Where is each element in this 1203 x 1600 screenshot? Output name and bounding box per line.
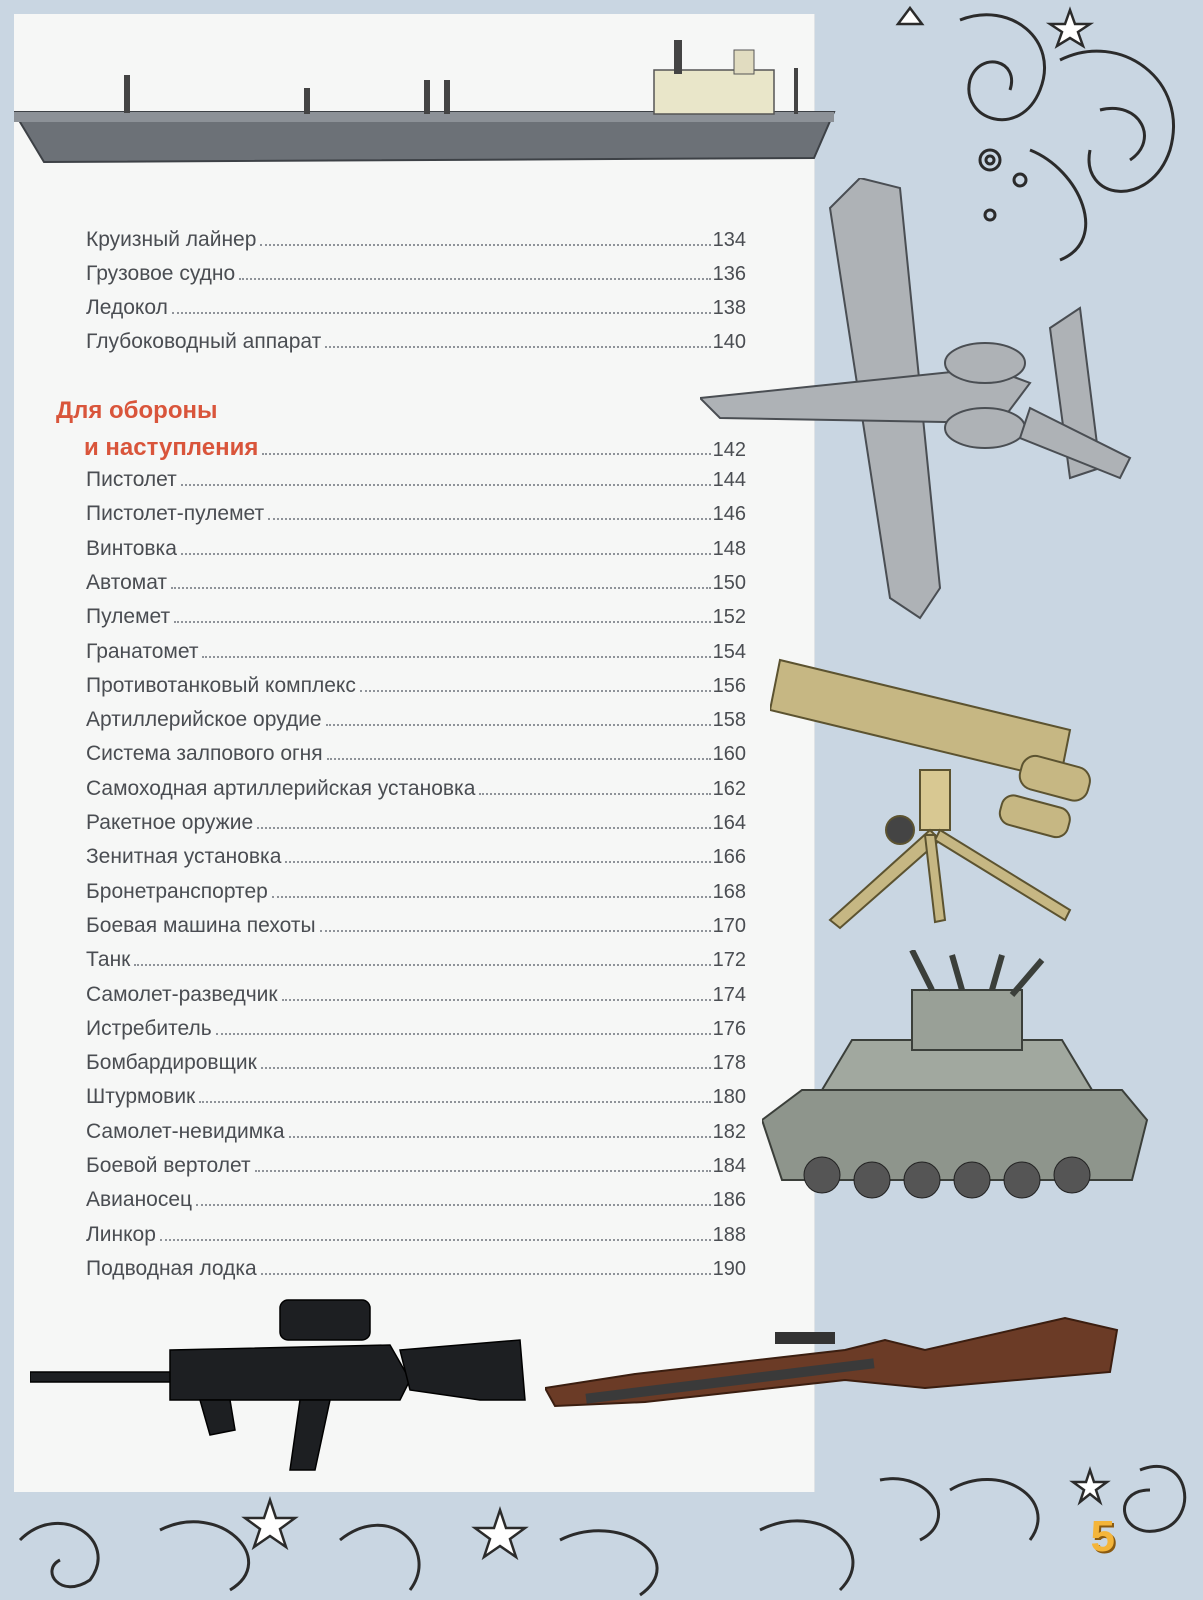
toc-item[interactable] [86, 322, 746, 354]
toc-item-label: Противотанковый комплекс [86, 673, 356, 697]
toc-leader [257, 826, 711, 829]
antiaircraft-tank-illustration [762, 950, 1152, 1220]
toc-item-label: Бомбардировщик [86, 1051, 257, 1075]
toc-item-page: 146 [712, 503, 746, 526]
toc-item-page: 188 [712, 1223, 746, 1246]
rifle-illustration [545, 1310, 1125, 1420]
toc-item[interactable] [86, 597, 746, 629]
toc-item[interactable] [86, 940, 746, 972]
toc-leader [202, 655, 710, 658]
toc-item-page: 134 [712, 229, 746, 251]
toc-item-label: Самоходная артиллерийская установка [86, 776, 476, 800]
toc-item-page: 166 [712, 846, 746, 869]
toc-item-page: 176 [712, 1017, 746, 1040]
toc-item-label: Зенитная установка [86, 845, 282, 869]
toc-item-page: 178 [712, 1052, 746, 1075]
toc-leader [261, 1272, 711, 1275]
toc-item[interactable] [86, 1215, 746, 1247]
toc-item-label: Самолет-разведчик [86, 982, 278, 1006]
toc-leader [285, 860, 710, 863]
toc-item[interactable] [86, 1180, 746, 1212]
toc-item[interactable] [86, 734, 746, 766]
toc-leader [272, 895, 711, 898]
toc-item-label: Автомат [86, 570, 168, 594]
toc-item[interactable] [86, 769, 746, 801]
toc-item[interactable] [86, 975, 746, 1007]
toc-item-label: Глубоководный аппарат [86, 330, 322, 353]
toc-item-label: Винтовка [86, 536, 177, 560]
attack-aircraft-illustration [700, 178, 1140, 628]
toc-item-label: Боевой вертолет [86, 1154, 251, 1177]
toc-leader [282, 998, 711, 1001]
toc-leader [479, 792, 710, 795]
antitank-launcher-illustration [770, 640, 1110, 930]
section-page: 142 [712, 439, 746, 461]
toc-item[interactable] [86, 632, 746, 664]
toc-item[interactable] [86, 666, 746, 698]
toc-leader [181, 552, 711, 555]
toc-item-page: 140 [712, 331, 746, 353]
toc-item[interactable] [86, 288, 746, 320]
toc-item-label: Самолет-невидимка [86, 1119, 285, 1143]
toc-item[interactable] [86, 563, 746, 595]
toc-item-page: 156 [712, 674, 746, 697]
toc-item[interactable] [86, 220, 746, 252]
toc-leader [289, 1135, 711, 1138]
toc-item-page: 162 [712, 777, 746, 800]
toc-item-page: 138 [712, 297, 746, 319]
toc-item[interactable] [86, 1249, 746, 1281]
toc-item-page: 164 [712, 812, 746, 834]
toc-item[interactable] [86, 460, 746, 492]
toc-item[interactable] [86, 529, 746, 561]
toc-item-page: 152 [712, 606, 746, 629]
toc-leader [160, 1238, 711, 1241]
toc-leader [239, 277, 710, 280]
toc-item-page: 174 [712, 983, 746, 1006]
section-title[interactable]: Для обороны [56, 397, 218, 424]
toc-item[interactable] [86, 494, 746, 526]
toc-item-label: Система залпового огня [86, 742, 323, 766]
toc-item-label: Пистолет-пулемет [86, 502, 265, 526]
toc-item-label: Штурмовик [86, 1085, 196, 1109]
toc-leader [327, 757, 711, 760]
toc-item[interactable] [86, 837, 746, 869]
toc-item[interactable] [86, 1009, 746, 1041]
assault-rifle-illustration [30, 1290, 530, 1490]
toc-item-page: 144 [712, 469, 746, 491]
toc-item-label: Авианосец [86, 1188, 193, 1212]
toc-leader [199, 1100, 710, 1103]
section-title-line2: и наступления [84, 434, 259, 461]
toc-leader [320, 929, 711, 932]
toc-item-label: Ракетное оружие [86, 811, 254, 834]
toc-item-page: 186 [712, 1189, 746, 1212]
toc-leader [172, 311, 711, 314]
toc-leader [261, 1066, 711, 1069]
toc-item[interactable] [86, 1112, 746, 1144]
toc-item-page: 154 [712, 640, 746, 663]
toc-item[interactable] [86, 872, 746, 904]
toc-leader [196, 1203, 711, 1206]
toc-item-page: 184 [712, 1155, 746, 1177]
toc-item[interactable] [86, 803, 746, 835]
toc-item-label: Подводная лодка [86, 1256, 257, 1280]
toc-leader [262, 453, 710, 455]
toc-item[interactable] [86, 254, 746, 286]
toc-leader [326, 723, 711, 726]
toc-item-label: Линкор [86, 1222, 156, 1246]
toc-item-label: Боевая машина пехоты [86, 913, 316, 937]
toc-item-label: Танк [86, 948, 131, 972]
section-title-row[interactable] [56, 428, 746, 462]
toc-leader [360, 689, 711, 692]
toc-item-page: 150 [712, 571, 746, 594]
toc-leader [268, 517, 710, 520]
toc-item[interactable] [86, 1146, 746, 1178]
toc-item-page: 158 [712, 709, 746, 732]
toc-item[interactable] [86, 700, 746, 732]
toc-leader [260, 243, 710, 246]
toc-item-label: Круизный лайнер [86, 228, 257, 251]
toc-item-page: 168 [712, 880, 746, 903]
toc-item[interactable] [86, 906, 746, 938]
toc-item-page: 180 [712, 1086, 746, 1109]
toc-leader [171, 586, 711, 589]
cargo-ship-illustration [14, 30, 844, 175]
toc-item-label: Пистолет [86, 468, 177, 491]
toc-item-page: 190 [712, 1257, 746, 1280]
page-number: 5 [1090, 1512, 1115, 1561]
toc-item-label: Гранатомет [86, 639, 199, 663]
toc-item-page: 172 [712, 949, 746, 972]
toc-leader [255, 1169, 711, 1172]
toc-item-label: Пулемет [86, 605, 171, 629]
toc-leader [325, 345, 710, 348]
toc-leader [181, 483, 711, 486]
toc-item-label: Истребитель [86, 1016, 212, 1040]
toc-leader [216, 1032, 711, 1035]
toc-item[interactable] [86, 1077, 746, 1109]
toc-item-label: Грузовое судно [86, 262, 236, 285]
toc-leader [134, 963, 710, 966]
toc-item-page: 160 [712, 743, 746, 766]
toc-item-label: Артиллерийское орудие [86, 708, 322, 732]
toc-item-page: 136 [712, 263, 746, 285]
toc-item-label: Ледокол [86, 296, 168, 319]
toc-leader [174, 620, 711, 623]
toc-item-label: Бронетранспортер [86, 879, 268, 903]
toc-item[interactable] [86, 1043, 746, 1075]
toc-item-page: 170 [712, 914, 746, 937]
toc-item-page: 148 [712, 537, 746, 560]
toc-item-page: 182 [712, 1120, 746, 1143]
